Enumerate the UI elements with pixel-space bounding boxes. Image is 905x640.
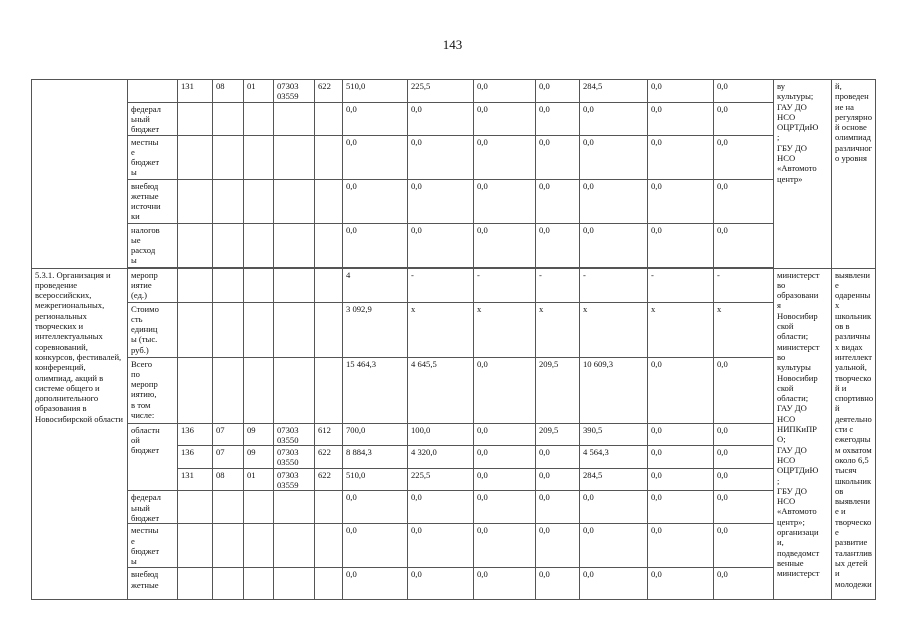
value-year-1-cell: 4 320,0 <box>408 446 474 469</box>
value-year-4-cell: 0,0 <box>580 135 648 179</box>
csr-cell: 07303 03559 <box>274 468 315 491</box>
value-year-6-cell: 0,0 <box>714 468 774 491</box>
value-year-3-cell: 209,5 <box>536 357 580 423</box>
value-year-2-cell: 0,0 <box>474 423 536 446</box>
value-year-1-cell: 0,0 <box>408 102 474 135</box>
value-year-1-cell: 0,0 <box>408 491 474 524</box>
value-year-4-cell: 0,0 <box>580 223 648 267</box>
value-year-3-cell: 0,0 <box>536 223 580 267</box>
value-year-6-cell: 0,0 <box>714 524 774 568</box>
value-year-3-cell: 209,5 <box>536 423 580 446</box>
value-year-2-cell: 0,0 <box>474 135 536 179</box>
value-year-1-cell: х <box>408 302 474 357</box>
value-year-2-cell: 0,0 <box>474 223 536 267</box>
value-year-5-cell: 0,0 <box>648 80 714 103</box>
value-year-6-cell: 0,0 <box>714 357 774 423</box>
budget-table <box>31 79 876 600</box>
value-year-3-cell: х <box>536 302 580 357</box>
value-total-cell: 15 464,3 <box>343 357 408 423</box>
value-year-5-cell: 0,0 <box>648 223 714 267</box>
value-year-4-cell: 0,0 <box>580 568 648 600</box>
value-year-2-cell: 0,0 <box>474 80 536 103</box>
value-year-2-cell: 0,0 <box>474 102 536 135</box>
page-number: 143 <box>442 37 463 52</box>
value-year-3-cell: 0,0 <box>536 102 580 135</box>
vr-cell: 622 <box>315 446 343 469</box>
pr-cell: 01 <box>244 80 274 103</box>
value-total-cell: 700,0 <box>343 423 408 446</box>
gr-cell: 131 <box>178 468 213 491</box>
table-row <box>32 223 876 267</box>
table-row <box>32 102 876 135</box>
source-cell: Всего по меропр иятию, в том числе: <box>128 357 178 423</box>
source-cell: местны е бюджет ы <box>128 135 178 179</box>
value-year-5-cell: 0,0 <box>648 524 714 568</box>
value-year-5-cell: 0,0 <box>648 179 714 223</box>
value-total-cell: 510,0 <box>343 468 408 491</box>
value-year-6-cell: 0,0 <box>714 491 774 524</box>
value-year-1-cell: 225,5 <box>408 80 474 103</box>
value-year-2-cell: 0,0 <box>474 524 536 568</box>
value-year-5-cell: 0,0 <box>648 102 714 135</box>
value-year-3-cell: 0,0 <box>536 135 580 179</box>
table-row <box>32 268 876 302</box>
table-row <box>32 357 876 423</box>
executor-cell: ву культуры; ГАУ ДО НСО ОЦРТДиЮ ; ГБУ ДО НСО «Автомото центр» <box>774 80 832 269</box>
rz-cell: 08 <box>213 80 244 103</box>
gr-cell: 131 <box>178 80 213 103</box>
value-total-cell: 0,0 <box>343 102 408 135</box>
value-year-3-cell: 0,0 <box>536 80 580 103</box>
source-cell: меропр иятие (ед.) <box>128 268 178 302</box>
table-row <box>32 524 876 568</box>
value-total-cell: 8 884,3 <box>343 446 408 469</box>
source-cell: внебюд жетные <box>128 568 178 600</box>
value-total-cell: 0,0 <box>343 491 408 524</box>
vr-cell: 622 <box>315 80 343 103</box>
value-year-3-cell: - <box>536 268 580 302</box>
vr-cell: 622 <box>315 468 343 491</box>
value-year-5-cell: 0,0 <box>648 357 714 423</box>
rz-cell: 08 <box>213 468 244 491</box>
value-year-5-cell: 0,0 <box>648 468 714 491</box>
value-year-5-cell: - <box>648 268 714 302</box>
value-year-3-cell: 0,0 <box>536 446 580 469</box>
value-year-1-cell: 4 645,5 <box>408 357 474 423</box>
value-year-4-cell: 0,0 <box>580 524 648 568</box>
executor-cell: министерст во образовани я Новосибир ской области; министерст во культуры Новосибир ской области; ГАУ ДО НСО НИПКиПР О; ГАУ ДО НСО ОЦРТДиЮ ; ГБУ ДО НСО «Автомото центр»; организаци и, подведомст венные министерст <box>774 268 832 600</box>
value-year-4-cell: 390,5 <box>580 423 648 446</box>
value-year-2-cell: х <box>474 302 536 357</box>
gr-cell: 136 <box>178 423 213 446</box>
source-cell: областн ой бюджет <box>128 423 178 491</box>
table-row <box>32 302 876 357</box>
result-cell: выявлени е одаренны х школьник ов в различны х видах интеллект уальной, творческо й и спортивно й деятельно сти с ежегодны м охватом около 6,5 тысяч школьник ов выявлени е и творческо е развитие талантлив ых детей и молодежи <box>832 268 876 600</box>
value-year-2-cell: 0,0 <box>474 446 536 469</box>
source-cell: федерал ьный бюджет <box>128 491 178 524</box>
value-total-cell: 510,0 <box>343 80 408 103</box>
value-total-cell: 0,0 <box>343 524 408 568</box>
source-cell: внебюд жетные источни ки <box>128 179 178 223</box>
value-year-4-cell: 0,0 <box>580 491 648 524</box>
activity-name-cell <box>32 80 128 269</box>
value-year-5-cell: х <box>648 302 714 357</box>
result-cell: й, проведен ие на регулярно й основе олимпиад различног о уровня <box>832 80 876 269</box>
gr-cell: 136 <box>178 446 213 469</box>
pr-cell: 09 <box>244 423 274 446</box>
value-year-5-cell: 0,0 <box>648 423 714 446</box>
value-year-1-cell: 100,0 <box>408 423 474 446</box>
csr-cell: 07303 03550 <box>274 423 315 446</box>
value-year-4-cell: 10 609,3 <box>580 357 648 423</box>
source-cell <box>128 80 178 103</box>
value-year-5-cell: 0,0 <box>648 568 714 600</box>
value-year-6-cell: 0,0 <box>714 423 774 446</box>
value-total-cell: 0,0 <box>343 568 408 600</box>
value-year-6-cell: 0,0 <box>714 446 774 469</box>
value-year-4-cell: х <box>580 302 648 357</box>
value-year-3-cell: 0,0 <box>536 568 580 600</box>
value-year-4-cell: 284,5 <box>580 80 648 103</box>
vr-cell: 612 <box>315 423 343 446</box>
value-year-2-cell: 0,0 <box>474 357 536 423</box>
value-year-6-cell: 0,0 <box>714 568 774 600</box>
value-year-6-cell: 0,0 <box>714 179 774 223</box>
value-year-3-cell: 0,0 <box>536 524 580 568</box>
value-year-3-cell: 0,0 <box>536 491 580 524</box>
value-year-3-cell: 0,0 <box>536 468 580 491</box>
value-year-2-cell: 0,0 <box>474 468 536 491</box>
rz-cell: 07 <box>213 446 244 469</box>
table-row <box>32 491 876 524</box>
value-total-cell: 4 <box>343 268 408 302</box>
value-year-3-cell: 0,0 <box>536 179 580 223</box>
value-total-cell: 3 092,9 <box>343 302 408 357</box>
value-year-6-cell: 0,0 <box>714 80 774 103</box>
value-year-2-cell: 0,0 <box>474 179 536 223</box>
table-row <box>32 179 876 223</box>
value-year-1-cell: 0,0 <box>408 524 474 568</box>
value-total-cell: 0,0 <box>343 223 408 267</box>
source-cell: федерал ьный бюджет <box>128 102 178 135</box>
table-row <box>32 423 876 446</box>
value-total-cell: 0,0 <box>343 135 408 179</box>
value-year-5-cell: 0,0 <box>648 135 714 179</box>
pr-cell: 01 <box>244 468 274 491</box>
value-year-4-cell: - <box>580 268 648 302</box>
table-row <box>32 135 876 179</box>
csr-cell: 07303 03559 <box>274 80 315 103</box>
value-year-1-cell: 225,5 <box>408 468 474 491</box>
source-cell: налогов ые расход ы <box>128 223 178 267</box>
value-year-4-cell: 4 564,3 <box>580 446 648 469</box>
value-year-6-cell: 0,0 <box>714 135 774 179</box>
rz-cell: 07 <box>213 423 244 446</box>
pr-cell: 09 <box>244 446 274 469</box>
value-year-1-cell: 0,0 <box>408 568 474 600</box>
source-cell: Стоимо сть единиц ы (тыс. руб.) <box>128 302 178 357</box>
value-year-1-cell: 0,0 <box>408 223 474 267</box>
value-year-5-cell: 0,0 <box>648 446 714 469</box>
value-year-6-cell: х <box>714 302 774 357</box>
value-year-1-cell: - <box>408 268 474 302</box>
value-total-cell: 0,0 <box>343 179 408 223</box>
value-year-4-cell: 284,5 <box>580 468 648 491</box>
value-year-4-cell: 0,0 <box>580 102 648 135</box>
csr-cell: 07303 03550 <box>274 446 315 469</box>
value-year-2-cell: 0,0 <box>474 568 536 600</box>
value-year-1-cell: 0,0 <box>408 135 474 179</box>
table-row <box>32 568 876 600</box>
value-year-1-cell: 0,0 <box>408 179 474 223</box>
value-year-2-cell: - <box>474 268 536 302</box>
value-year-6-cell: 0,0 <box>714 223 774 267</box>
value-year-6-cell: 0,0 <box>714 102 774 135</box>
activity-name-cell: 5.3.1. Организация и проведение всероссийских, межрегиональных, региональных творческих и интеллектуальных соревнований, конкурсов, фестивалей, конференций, олимпиад, акций в системе общего и дополнительного образования в Новосибирской области <box>32 268 128 600</box>
value-year-5-cell: 0,0 <box>648 491 714 524</box>
value-year-2-cell: 0,0 <box>474 491 536 524</box>
value-year-6-cell: - <box>714 268 774 302</box>
value-year-4-cell: 0,0 <box>580 179 648 223</box>
table-row <box>32 80 876 103</box>
source-cell: местны е бюджет ы <box>128 524 178 568</box>
